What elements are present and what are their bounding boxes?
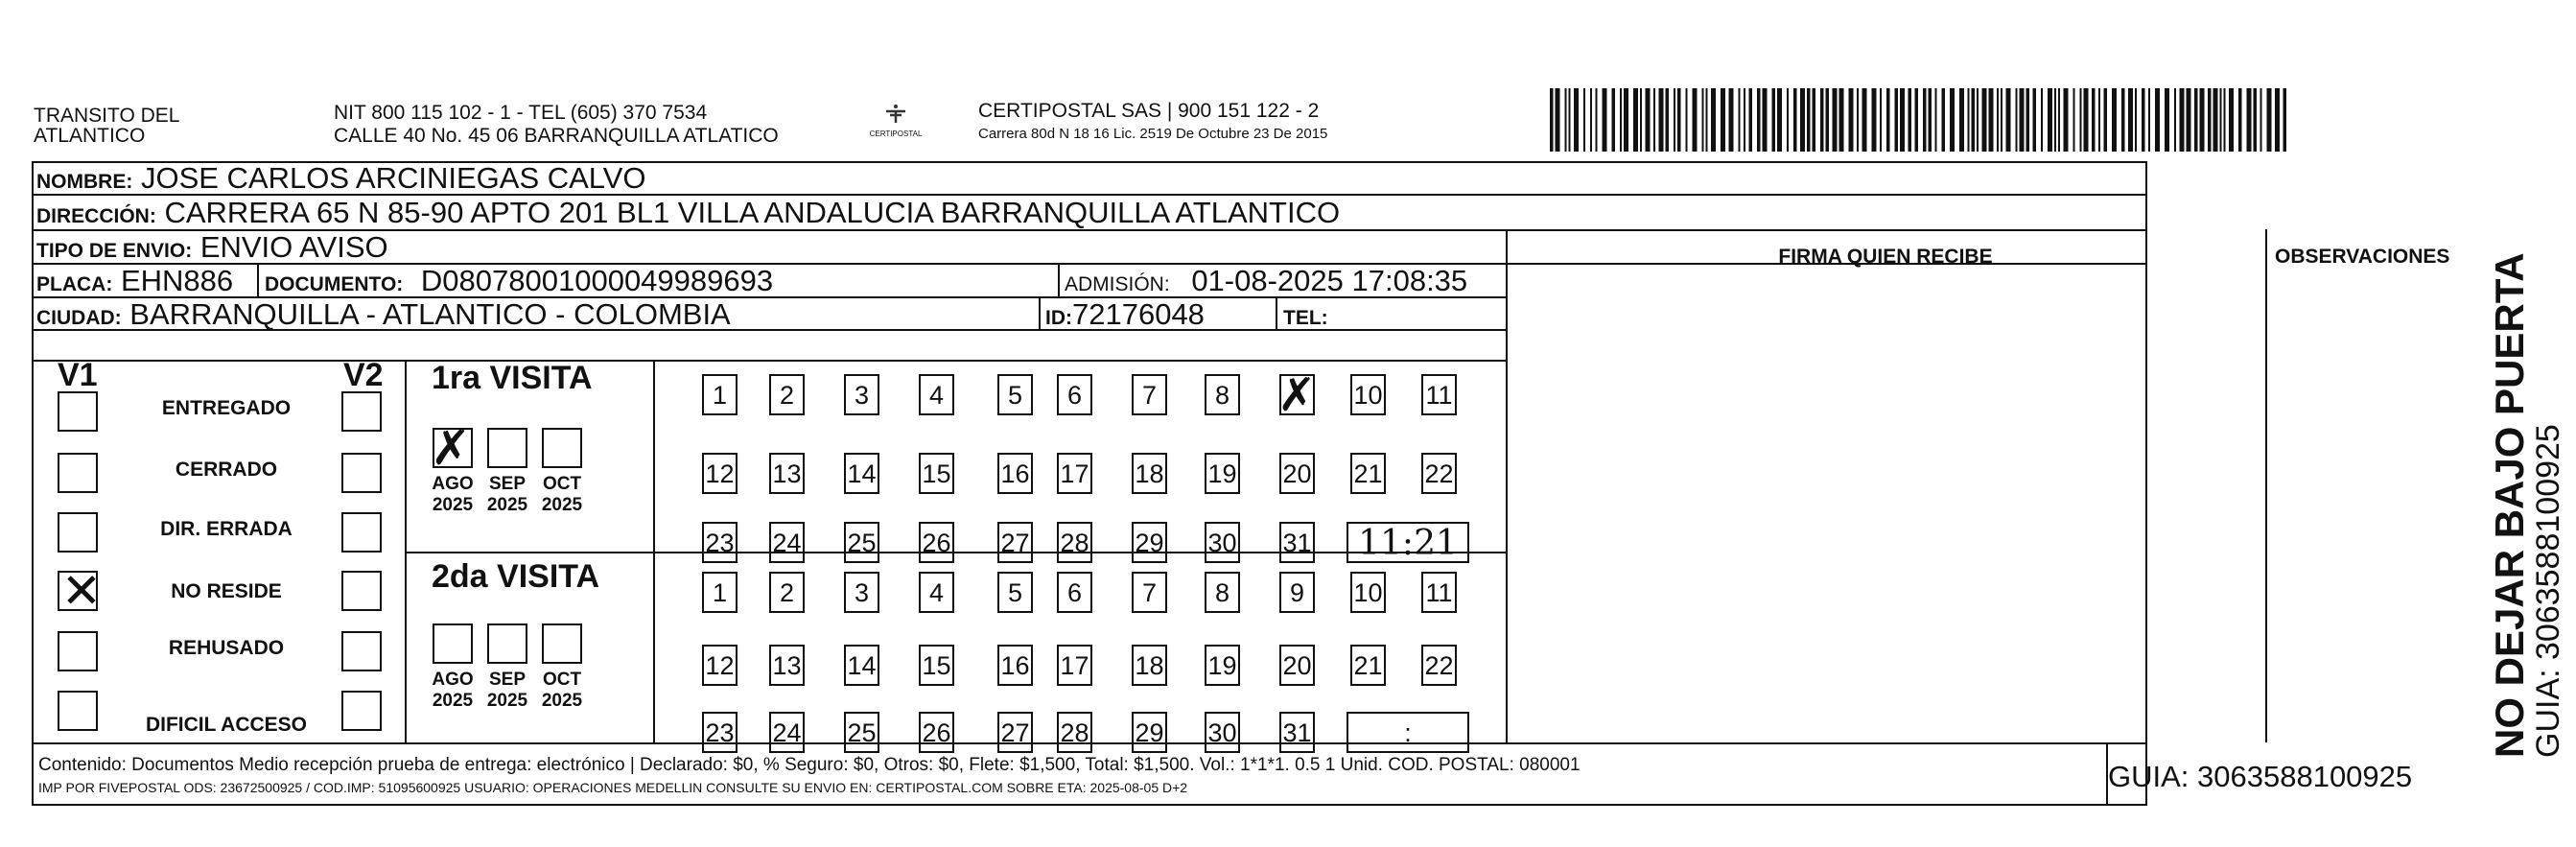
- barcode-bar: [1813, 88, 1816, 152]
- v2-checkbox[interactable]: [341, 571, 382, 611]
- v2-label: V2: [343, 357, 384, 393]
- direccion-row: [36, 197, 1340, 233]
- barcode: [1550, 88, 2294, 152]
- barcode-bar: [1772, 88, 1776, 152]
- month-checkbox[interactable]: [542, 623, 582, 664]
- barcode-bar: [2092, 88, 2096, 152]
- barcode-bar: [2033, 88, 2037, 152]
- day-box[interactable]: 26: [919, 522, 954, 563]
- barcode-bar: [2041, 88, 2043, 152]
- no-dejar-warning: NO DEJAR BAJO PUERTA: [2487, 252, 2532, 758]
- tipo-row: [36, 231, 388, 268]
- time-box[interactable]: 11:21: [1347, 522, 1469, 563]
- barcode-bar: [2180, 88, 2185, 152]
- day-box[interactable]: 15: [919, 453, 954, 494]
- barcode-bar: [1857, 88, 1859, 152]
- barcode-bar: [1820, 88, 1824, 152]
- barcode-bar: [1977, 88, 1979, 152]
- barcode-bar: [1935, 88, 1937, 152]
- ciudad-value: BARRANQUILLA - ATLANTICO - COLOMBIA: [129, 297, 731, 331]
- v1-checkbox[interactable]: [58, 563, 102, 619]
- day-box[interactable]: 7: [1132, 572, 1167, 613]
- check-mark-icon: ✕: [61, 563, 102, 619]
- barcode-bar: [1826, 88, 1830, 152]
- barcode-bar: [2238, 88, 2242, 152]
- barcode-bar: [1763, 88, 1768, 152]
- first-visit-title: 1ra VISITA: [432, 360, 593, 396]
- month-checkbox[interactable]: [487, 428, 527, 468]
- month-year: 2025: [541, 691, 583, 711]
- barcode-bar: [1833, 88, 1838, 152]
- direccion-value: CARRERA 65 N 85-90 APTO 201 BL1 VILLA ANDALUCIA BARRANQUILLA ATLANTICO: [164, 196, 1341, 229]
- month-year: 2025: [432, 495, 474, 515]
- barcode-bar: [1565, 88, 1567, 152]
- day-box[interactable]: 14: [844, 453, 879, 494]
- barcode-bar: [1793, 88, 1797, 152]
- month-name: OCT: [542, 670, 582, 690]
- sender-name-line1: TRANSITO DEL: [34, 105, 180, 127]
- v2-checkbox[interactable]: [341, 512, 382, 553]
- nit-line: NIT 800 115 102 - 1 - TEL (605) 370 7534: [334, 102, 708, 124]
- month-name: AGO: [432, 670, 474, 690]
- barcode-bar: [1972, 88, 1976, 152]
- day-box[interactable]: 7: [1132, 374, 1167, 415]
- month-year: 2025: [486, 495, 528, 515]
- day-box[interactable]: 20: [1279, 453, 1315, 494]
- month-label: [429, 474, 477, 516]
- barcode-bar: [1895, 88, 1899, 152]
- barcode-bar: [2080, 88, 2082, 152]
- month-checkbox[interactable]: [431, 420, 473, 476]
- barcode-bar: [1612, 88, 1616, 152]
- day-box[interactable]: 30: [1205, 522, 1240, 563]
- day-box[interactable]: 1: [702, 572, 738, 613]
- month-label: [538, 474, 586, 516]
- reason-label: NO RESIDE: [171, 580, 282, 602]
- day-box[interactable]: 12: [702, 645, 738, 686]
- v1-label: V1: [58, 357, 98, 393]
- barcode-bar: [2194, 88, 2198, 152]
- barcode-bar: [1646, 88, 1651, 152]
- admision-value: 01-08-2025 17:08:35: [1191, 264, 1468, 297]
- sender-contact: [334, 102, 779, 148]
- day-box[interactable]: 23: [702, 712, 738, 753]
- tel-cell: [1283, 298, 1328, 335]
- barcode-bar: [1590, 88, 1592, 152]
- direccion-label: DIRECCIÓN:: [36, 205, 156, 227]
- day-box[interactable]: 10: [1350, 374, 1386, 415]
- day-box[interactable]: 5: [997, 572, 1033, 613]
- barcode-bar: [1862, 88, 1867, 152]
- barcode-bar: [2247, 88, 2252, 152]
- day-box[interactable]: 8: [1205, 572, 1240, 613]
- day-box[interactable]: 16: [997, 645, 1033, 686]
- day-box[interactable]: 5: [997, 374, 1033, 415]
- v2-checkbox[interactable]: [341, 631, 382, 671]
- barcode-bar: [1556, 88, 1560, 152]
- month-year: 2025: [486, 691, 528, 711]
- barcode-bar: [1659, 88, 1664, 152]
- month-year: 2025: [432, 691, 474, 711]
- barcode-bar: [2200, 88, 2205, 152]
- day-box[interactable]: 17: [1057, 645, 1092, 686]
- day-box[interactable]: 2: [769, 374, 805, 415]
- day-box[interactable]: 17: [1057, 453, 1092, 494]
- company-block: [978, 100, 1327, 146]
- check-mark-icon: ✗: [1277, 368, 1317, 422]
- barcode-bar: [1872, 88, 1877, 152]
- barcode-bar: [2098, 88, 2100, 152]
- barcode-bar: [2155, 88, 2160, 152]
- barcode-bar: [1744, 88, 1745, 152]
- v2-checkbox[interactable]: [341, 391, 382, 432]
- month-label: [483, 474, 531, 516]
- barcode-bar: [2174, 88, 2176, 152]
- reason-label: ENTREGADO: [161, 397, 292, 419]
- signature-area[interactable]: [1508, 265, 2263, 741]
- barcode-bar: [1729, 88, 1734, 152]
- v1-checkbox[interactable]: [58, 631, 98, 671]
- barcode-bar: [1982, 88, 1987, 152]
- day-box[interactable]: 31: [1279, 712, 1315, 753]
- day-box[interactable]: 30: [1205, 712, 1240, 753]
- id-label: ID:: [1045, 307, 1072, 329]
- documento-label: DOCUMENTO:: [265, 273, 404, 295]
- barcode-bar: [2275, 88, 2280, 152]
- barcode-bar: [1739, 88, 1741, 152]
- barcode-bar: [1653, 88, 1655, 152]
- day-box[interactable]: 4: [919, 374, 954, 415]
- logo-icon: [877, 102, 915, 129]
- day-box[interactable]: 28: [1057, 712, 1092, 753]
- barcode-bar: [2213, 88, 2218, 152]
- barcode-bar: [1968, 88, 1970, 152]
- day-box[interactable]: 11: [1421, 572, 1457, 613]
- placa-value: EHN886: [120, 264, 234, 297]
- tipo-label: TIPO DE ENVIO:: [36, 240, 193, 262]
- day-box[interactable]: 21: [1350, 645, 1386, 686]
- tel-label: TEL:: [1283, 307, 1328, 329]
- month-label: [538, 670, 586, 712]
- admision-cell: [1065, 265, 1467, 301]
- v2-checkbox[interactable]: [341, 691, 382, 731]
- barcode-bar: [2267, 88, 2272, 152]
- barcode-bar: [1666, 88, 1670, 152]
- month-label: [429, 670, 477, 712]
- barcode-bar: [1550, 88, 1554, 152]
- nombre-label: NOMBRE:: [36, 171, 133, 193]
- barcode-bar: [2001, 88, 2002, 152]
- barcode-bar: [2084, 88, 2089, 152]
- barcode-bar: [1721, 88, 1725, 152]
- barcode-bar: [1569, 88, 1571, 152]
- day-box[interactable]: 10: [1350, 572, 1386, 613]
- day-box[interactable]: 14: [844, 645, 879, 686]
- barcode-bar: [1849, 88, 1854, 152]
- barcode-bar: [1749, 88, 1753, 152]
- placa-label: PLACA:: [36, 273, 113, 295]
- day-box[interactable]: 22: [1421, 645, 1457, 686]
- observaciones-label: OBSERVACIONES: [2275, 246, 2450, 268]
- contenido-line: Contenido: Documentos Medio recepción prueba de entrega: electrónico | Declarado: $0, % Seguro: $0, Otros: $0, Flete: $1,500, Total: $1,500. Vol.: 1*1*1. 0.5 1 Unid. COD. POSTAL: 080001: [38, 755, 1581, 775]
- reason-label: DIR. ERRADA: [160, 518, 293, 540]
- certipostal-logo: [861, 102, 930, 150]
- barcode-bar: [1839, 88, 1844, 152]
- barcode-bar: [1706, 88, 1708, 152]
- day-box[interactable]: 20: [1279, 645, 1315, 686]
- nombre-value: JOSE CARLOS ARCINIEGAS CALVO: [140, 161, 646, 195]
- barcode-bar: [1620, 88, 1622, 152]
- barcode-bar: [1800, 88, 1805, 152]
- barcode-bar: [1923, 88, 1927, 152]
- side-guia: GUIA: 3063588100925: [2530, 424, 2566, 758]
- day-box[interactable]: 25: [844, 522, 879, 563]
- reason-label: CERRADO: [175, 459, 278, 481]
- day-box[interactable]: 13: [769, 453, 805, 494]
- barcode-bar: [1640, 88, 1642, 152]
- barcode-bar: [1674, 88, 1675, 152]
- day-box[interactable]: 31: [1279, 522, 1315, 563]
- barcode-bar: [2142, 88, 2145, 152]
- barcode-bar: [1950, 88, 1955, 152]
- barcode-bar: [2073, 88, 2075, 152]
- barcode-bar: [2283, 88, 2287, 152]
- month-name: OCT: [542, 474, 582, 494]
- month-name: AGO: [432, 474, 474, 494]
- barcode-bar: [2165, 88, 2169, 152]
- logo-text: CERTIPOSTAL: [869, 129, 923, 138]
- barcode-bar: [2121, 88, 2125, 152]
- v1-checkbox[interactable]: [58, 691, 98, 731]
- sender-block: [34, 106, 179, 146]
- barcode-bar: [1989, 88, 1994, 152]
- day-box[interactable]: 1: [702, 374, 738, 415]
- day-box[interactable]: 22: [1421, 453, 1457, 494]
- side-text: [2489, 252, 2565, 758]
- imp-line: IMP POR FIVEPOSTAL ODS: 23672500925 / COD.IMP: 51095600925 USUARIO: OPERACIONES MEDELLIN CONSULTE SU ENVIO EN: CERTIPOSTAL.COM SOBRE ETA: 2025-08-05 D+2: [38, 780, 1188, 795]
- barcode-bar: [2104, 88, 2108, 152]
- barcode-bar: [1702, 88, 1704, 152]
- barcode-bar: [2006, 88, 2011, 152]
- barcode-bar: [2058, 88, 2060, 152]
- day-box[interactable]: 9: [1279, 572, 1315, 613]
- barcode-bar: [2016, 88, 2018, 152]
- barcode-bar: [1915, 88, 1919, 152]
- nombre-row: [36, 162, 646, 199]
- barcode-bar: [2048, 88, 2052, 152]
- barcode-bar: [2064, 88, 2069, 152]
- day-box[interactable]: 15: [919, 645, 954, 686]
- id-cell: [1045, 298, 1205, 335]
- second-visit-title: 2da VISITA: [432, 558, 600, 595]
- firma-label: FIRMA QUIEN RECIBE: [1778, 246, 1993, 268]
- barcode-bar: [2187, 88, 2191, 152]
- barcode-bar: [1757, 88, 1761, 152]
- v1-checkbox[interactable]: [58, 453, 98, 493]
- barcode-bar: [1997, 88, 1999, 152]
- barcode-bar: [1603, 88, 1607, 152]
- day-box[interactable]: 6: [1057, 374, 1092, 415]
- barcode-bar: [1929, 88, 1932, 152]
- day-box[interactable]: 27: [997, 522, 1033, 563]
- day-box[interactable]: 2: [769, 572, 805, 613]
- ciudad-label: CIUDAD:: [36, 307, 122, 329]
- id-value: 72176048: [1072, 297, 1205, 331]
- day-box[interactable]: 16: [997, 453, 1033, 494]
- barcode-bar: [2020, 88, 2025, 152]
- day-box[interactable]: 4: [919, 572, 954, 613]
- barcode-bar: [1633, 88, 1638, 152]
- barcode-bar: [2254, 88, 2258, 152]
- barcode-bar: [1777, 88, 1782, 152]
- barcode-bar: [1686, 88, 1688, 152]
- barcode-bar: [2208, 88, 2212, 152]
- barcode-bar: [1677, 88, 1681, 152]
- v1-checkbox[interactable]: [58, 391, 98, 432]
- day-box[interactable]: 28: [1057, 522, 1092, 563]
- day-box[interactable]: 21: [1350, 453, 1386, 494]
- barcode-bar: [1959, 88, 1964, 152]
- day-box[interactable]: 18: [1132, 453, 1167, 494]
- address-line: CALLE 40 No. 45 06 BARRANQUILLA ATLATICO: [334, 125, 779, 147]
- day-box[interactable]: 3: [844, 572, 879, 613]
- barcode-bar: [2148, 88, 2150, 152]
- day-box[interactable]: [1277, 368, 1317, 422]
- reason-label: REHUSADO: [168, 637, 285, 659]
- barcode-bar: [1596, 88, 1598, 152]
- day-box[interactable]: 24: [769, 712, 805, 753]
- documento-cell: [265, 265, 773, 301]
- barcode-bar: [1942, 88, 1946, 152]
- footer-guia: GUIA: 3063588100925: [2108, 760, 2413, 793]
- day-box[interactable]: 19: [1205, 453, 1240, 494]
- barcode-bar: [1886, 88, 1890, 152]
- barcode-bar: [1900, 88, 1905, 152]
- month-name: SEP: [488, 670, 527, 690]
- day-box[interactable]: 8: [1205, 374, 1240, 415]
- day-box[interactable]: 27: [997, 712, 1033, 753]
- day-box[interactable]: 12: [702, 453, 738, 494]
- day-box[interactable]: 26: [919, 712, 954, 753]
- day-box[interactable]: 29: [1132, 712, 1167, 753]
- barcode-bar: [1693, 88, 1698, 152]
- day-box[interactable]: 25: [844, 712, 879, 753]
- day-box[interactable]: 23: [702, 522, 738, 563]
- barcode-bar: [2224, 88, 2226, 152]
- reason-label: DIFICIL ACCESO: [145, 714, 307, 736]
- day-box[interactable]: 24: [769, 522, 805, 563]
- documento-value: D08078001000049989693: [420, 264, 774, 297]
- ciudad-cell: [36, 298, 731, 335]
- barcode-bar: [1574, 88, 1579, 152]
- barcode-bar: [1583, 88, 1585, 152]
- month-name: SEP: [488, 474, 527, 494]
- month-checkbox[interactable]: [542, 428, 582, 468]
- month-label: [483, 670, 531, 712]
- month-checkbox[interactable]: [487, 623, 527, 664]
- time-box[interactable]: :: [1347, 712, 1469, 753]
- company-line2: Carrera 80d N 18 16 Lic. 2519 De Octubre 23 De 2015: [978, 126, 1328, 142]
- barcode-bar: [2026, 88, 2030, 152]
- check-mark-icon: ✗: [431, 420, 471, 476]
- company-line1: CERTIPOSTAL SAS | 900 151 122 - 2: [978, 100, 1320, 122]
- barcode-bar: [2128, 88, 2133, 152]
- barcode-bar: [1624, 88, 1628, 152]
- month-checkbox[interactable]: [433, 623, 473, 664]
- barcode-bar: [1787, 88, 1789, 152]
- day-box[interactable]: 3: [844, 374, 879, 415]
- barcode-bar: [2112, 88, 2117, 152]
- barcode-bar: [1807, 88, 1811, 152]
- barcode-bar: [2229, 88, 2234, 152]
- barcode-bar: [2220, 88, 2222, 152]
- barcode-bar: [1711, 88, 1716, 152]
- placa-cell: [36, 265, 233, 301]
- barcode-bar: [1909, 88, 1912, 152]
- sender-name-line2: ATLANTICO: [34, 125, 146, 147]
- day-box[interactable]: 18: [1132, 645, 1167, 686]
- barcode-bar: [2054, 88, 2056, 152]
- v2-checkbox[interactable]: [341, 453, 382, 493]
- admision-label: ADMISIÓN:: [1065, 273, 1170, 295]
- barcode-bar: [1880, 88, 1882, 152]
- day-box[interactable]: 29: [1132, 522, 1167, 563]
- tipo-value: ENVIO AVISO: [199, 230, 388, 264]
- day-box[interactable]: 13: [769, 645, 805, 686]
- day-box[interactable]: 6: [1057, 572, 1092, 613]
- day-box[interactable]: 11: [1421, 374, 1457, 415]
- barcode-bar: [2260, 88, 2262, 152]
- month-year: 2025: [541, 495, 583, 515]
- day-box[interactable]: 19: [1205, 645, 1240, 686]
- v1-checkbox[interactable]: [58, 512, 98, 553]
- barcode-bar: [2135, 88, 2137, 152]
